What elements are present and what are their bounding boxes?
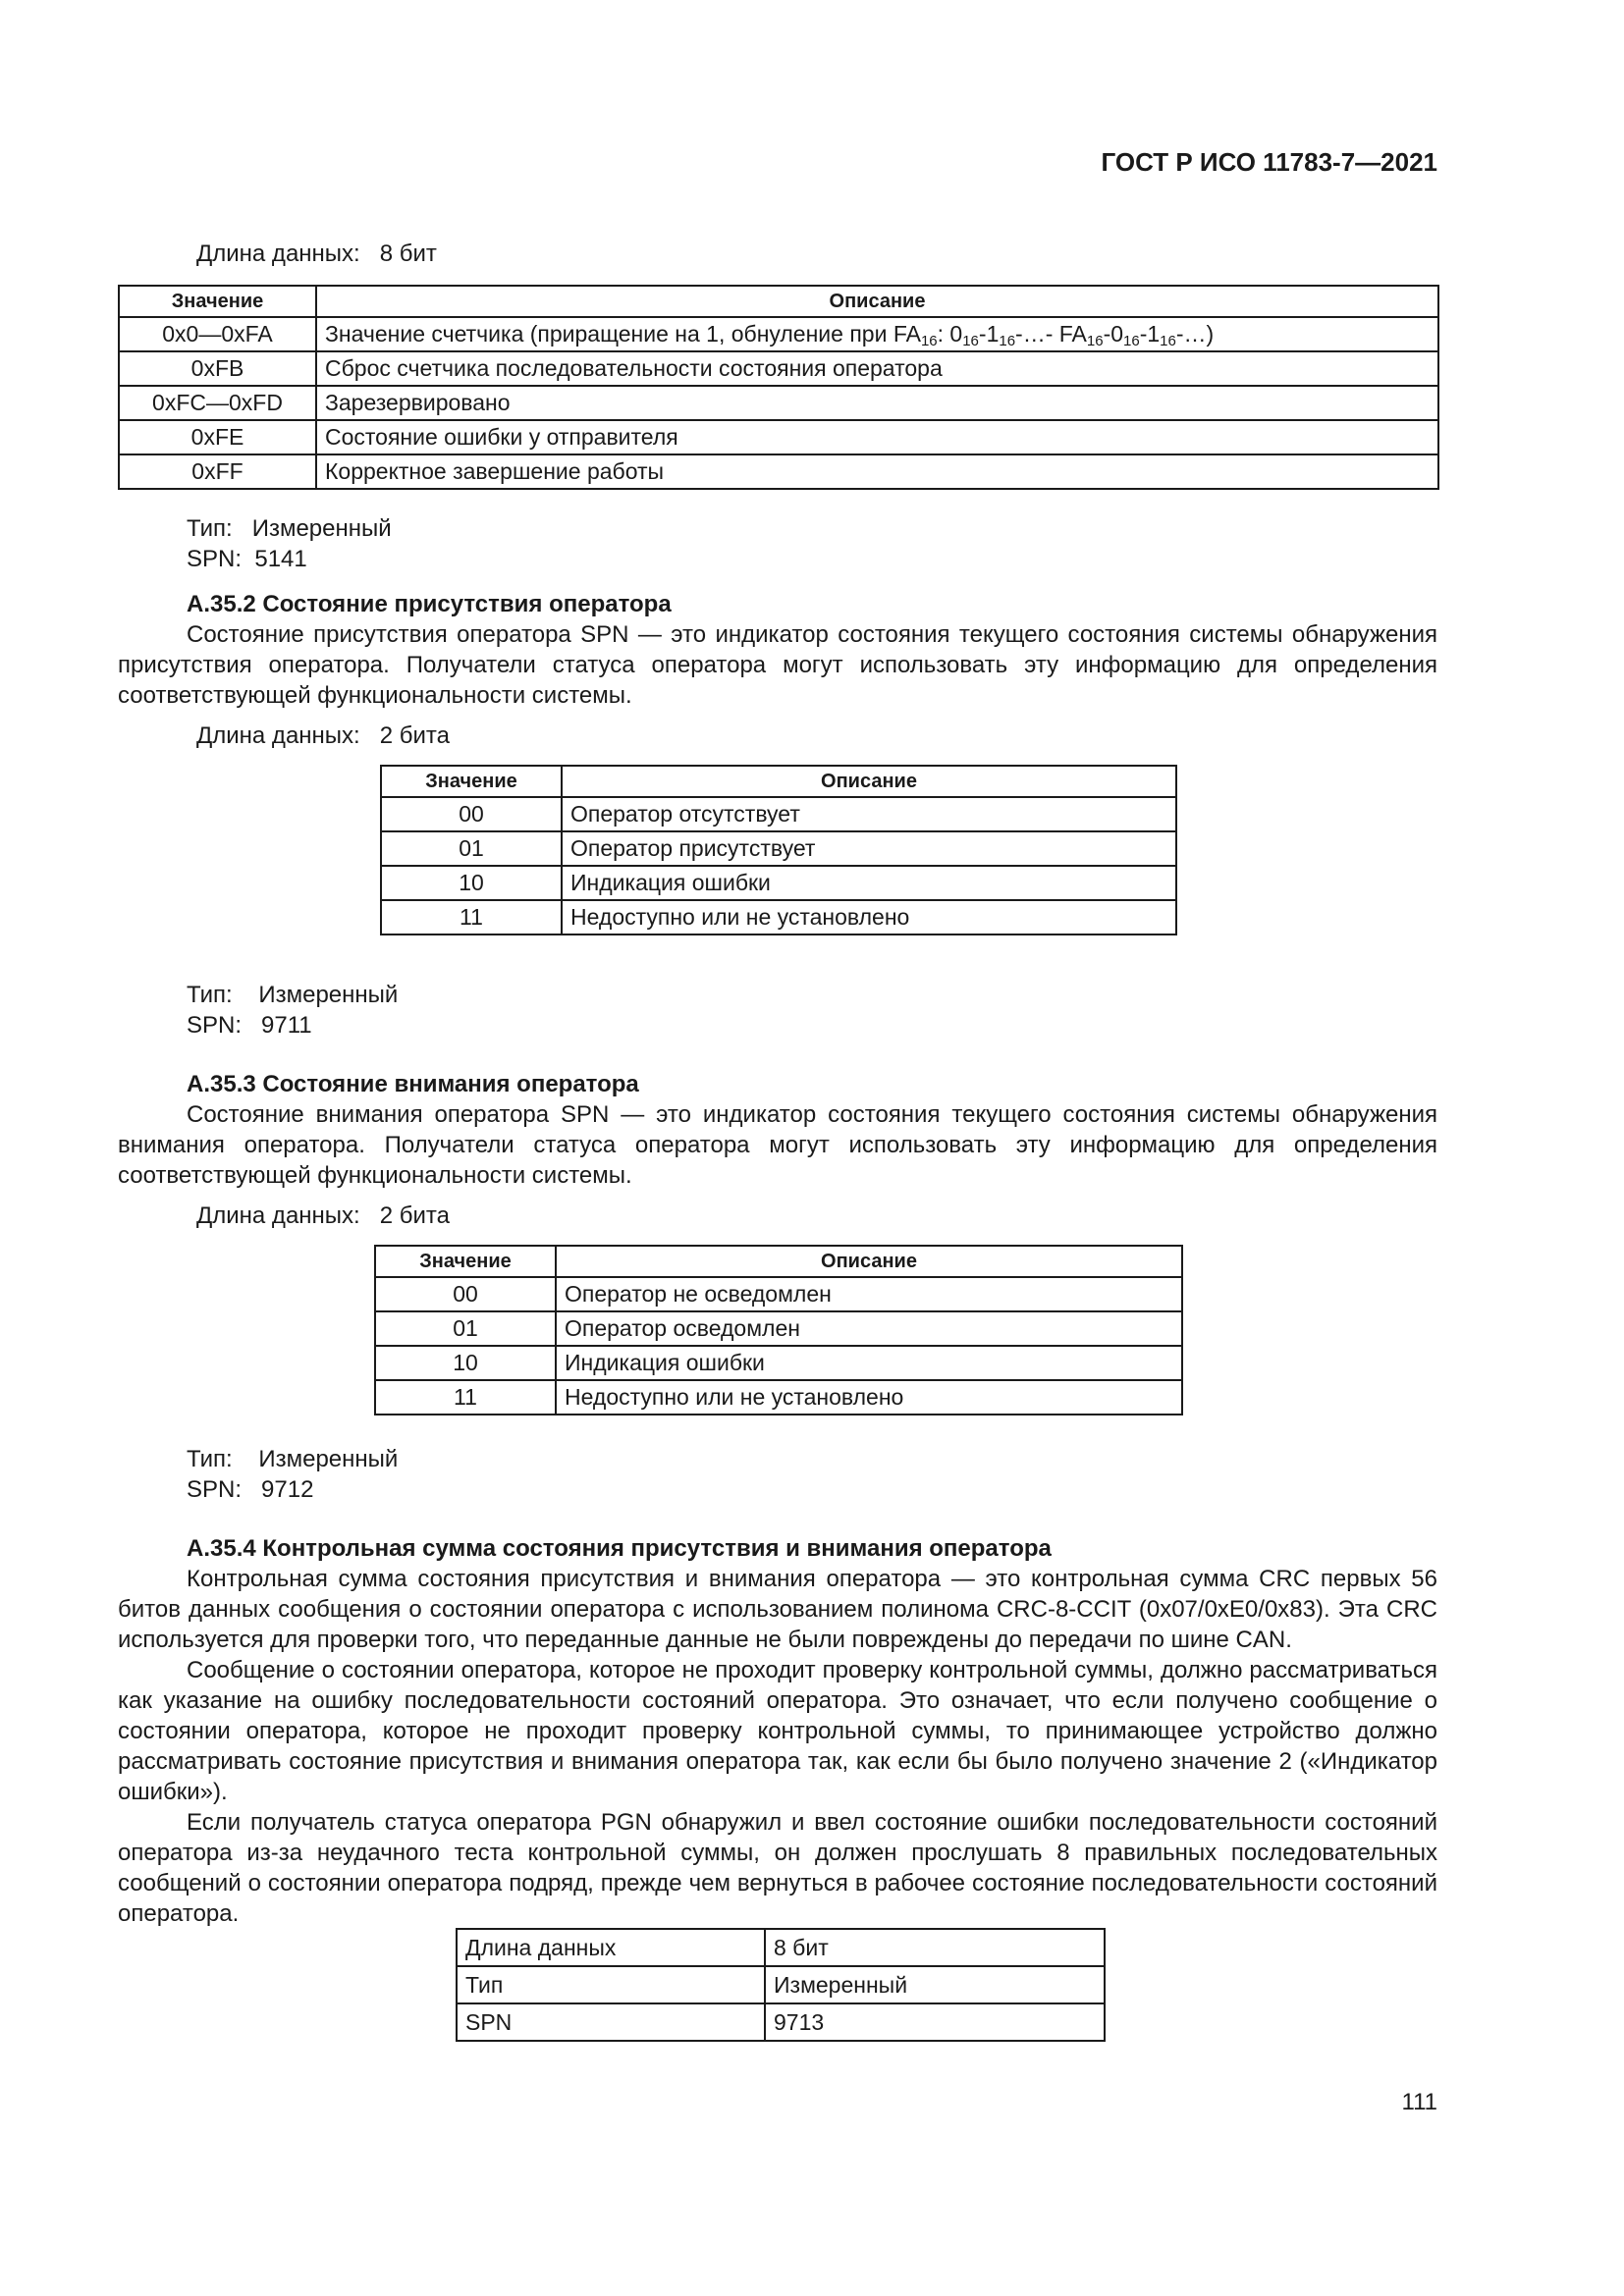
spn-label: SPN:: [187, 546, 243, 572]
type-label: Тип:: [187, 1446, 233, 1472]
table-row: [457, 2003, 1105, 2041]
table-row: [381, 866, 1176, 900]
operator-presence-table: [380, 765, 1177, 935]
table-row: [381, 831, 1176, 866]
description-cell: Корректное завершение работы: [316, 454, 1438, 489]
type-value: Измеренный: [258, 982, 399, 1008]
data-length-label: Длина данных:: [196, 240, 360, 267]
spn-line: [187, 1010, 312, 1041]
operator-attention-table: [374, 1245, 1183, 1415]
value-cell: 11: [375, 1380, 556, 1415]
spn-label: SPN:: [187, 1012, 243, 1039]
spn-label: SPN:: [187, 1476, 243, 1503]
data-length-line: [196, 239, 437, 269]
value-cell: 0xFC—0xFD: [119, 386, 316, 420]
table-row: [457, 1929, 1105, 1966]
page-number: 111: [1401, 2089, 1437, 2115]
description-cell: Зарезервировано: [316, 386, 1438, 420]
property-cell: Тип: [457, 1966, 765, 2003]
description-cell: Индикация ошибки: [556, 1346, 1182, 1380]
description-cell: Значение счетчика (приращение на 1, обнуление при $FA_{16}$: $0_{16}-1_{16}-\dots-$ $FA_{16}-0_{16}-1_{16}-\dots$): [316, 317, 1438, 351]
table-header-row: [375, 1246, 1182, 1277]
description-cell: Индикация ошибки: [562, 866, 1176, 900]
section-paragraph: Сообщение о состоянии оператора, которое не проходит проверку контрольной суммы, должно рассматриваться как указание на ошибку последовательности состояний оператора. Это означает, что если получено сообщение о состоянии оператора, которое не проходит проверку контрольной суммы, то принимающее устройство должно рассматривать состояние присутствия и внимания оператора так, как если бы было получено значение 2 («Индикатор ошибки»).: [118, 1657, 1437, 1805]
table-row: [381, 900, 1176, 934]
table-row: [119, 420, 1438, 454]
table-row: [119, 317, 1438, 351]
section-paragraph: Состояние внимания оператора SPN — это индикатор состояния текущего состояния системы обнаружения внимания оператора. Получатели статуса оператора могут использовать эту информацию для определения соответствующей функциональности системы.: [118, 1101, 1437, 1189]
table-header-row: [381, 766, 1176, 797]
type-value: Измеренный: [251, 515, 392, 542]
type-line: [187, 980, 398, 1010]
section-paragraph: Состояние присутствия оператора SPN — это индикатор состояния текущего состояния системы обнаружения присутствия оператора. Получатели статуса оператора могут использовать эту информацию для определения соответствующей функциональности системы.: [118, 621, 1437, 709]
type-value: Измеренный: [258, 1446, 399, 1472]
data-length-value: 2 бита: [379, 1202, 450, 1229]
type-label: Тип:: [187, 515, 233, 542]
column-header-value: Значение: [381, 766, 562, 797]
description-cell: Оператор присутствует: [562, 831, 1176, 866]
value-cell: 11: [381, 900, 562, 934]
data-length-line: [196, 1201, 450, 1231]
section-paragraph: Если получатель статуса оператора PGN обнаружил и ввел состояние ошибки последовательности состояний оператора из-за неудачного теста контрольной суммы, он должен прослушать 8 правильных последовательных сообщений о состоянии оператора подряд, прежде чем вернуться в рабочее состояние последовательности состояний оператора.: [118, 1809, 1437, 1927]
value-cell: 01: [375, 1311, 556, 1346]
property-cell: Длина данных: [457, 1929, 765, 1966]
column-header-description: Описание: [562, 766, 1176, 797]
value-cell: 00: [381, 797, 562, 831]
value-cell: 0xFB: [119, 351, 316, 386]
table-row: [457, 1966, 1105, 2003]
data-length-label: Длина данных:: [196, 722, 360, 749]
spn-line: [187, 1474, 313, 1505]
value-cell: 01: [381, 831, 562, 866]
table-row: [375, 1346, 1182, 1380]
section-heading-a-35-3: A.35.3 Состояние внимания оператора: [187, 1071, 639, 1097]
value-cell: 8 бит: [765, 1929, 1105, 1966]
counter-values-table: [118, 285, 1439, 490]
description-cell: Оператор не осведомлен: [556, 1277, 1182, 1311]
data-length-label: Длина данных:: [196, 1202, 360, 1229]
description-cell: Оператор осведомлен: [556, 1311, 1182, 1346]
value-cell: 0xFF: [119, 454, 316, 489]
table-row: [375, 1277, 1182, 1311]
spn-line: [187, 544, 307, 574]
data-length-value: 8 бит: [379, 240, 437, 267]
column-header-value: Значение: [375, 1246, 556, 1277]
value-cell: 0x0—0xFA: [119, 317, 316, 351]
table-row: [119, 386, 1438, 420]
type-line: [187, 513, 392, 544]
value-cell: 00: [375, 1277, 556, 1311]
spn-value: 9712: [261, 1476, 314, 1503]
value-cell: 10: [381, 866, 562, 900]
description-cell: Состояние ошибки у отправителя: [316, 420, 1438, 454]
data-length-value: 2 бита: [379, 722, 450, 749]
value-cell: 0xFE: [119, 420, 316, 454]
table-header-row: [119, 286, 1438, 317]
spn-value: 5141: [254, 546, 307, 572]
type-label: Тип:: [187, 982, 233, 1008]
table-row: [119, 351, 1438, 386]
value-cell: 9713: [765, 2003, 1105, 2041]
description-cell: Сброс счетчика последовательности состояния оператора: [316, 351, 1438, 386]
column-header-description: Описание: [316, 286, 1438, 317]
description-cell: Недоступно или не установлено: [556, 1380, 1182, 1415]
column-header-value: Значение: [119, 286, 316, 317]
section-heading-a-35-2: A.35.2 Состояние присутствия оператора: [187, 591, 672, 617]
type-line: [187, 1444, 398, 1474]
property-cell: SPN: [457, 2003, 765, 2041]
value-cell: Измеренный: [765, 1966, 1105, 2003]
column-header-description: Описание: [556, 1246, 1182, 1277]
description-cell: Оператор отсутствует: [562, 797, 1176, 831]
section-heading-a-35-4: A.35.4 Контрольная сумма состояния присутствия и внимания оператора: [187, 1535, 1052, 1562]
table-row: [381, 797, 1176, 831]
data-length-line: [196, 721, 450, 751]
document-code: ГОСТ Р ИСО 11783-7—2021: [1101, 147, 1437, 177]
description-cell: Недоступно или не установлено: [562, 900, 1176, 934]
table-row: [375, 1311, 1182, 1346]
section-paragraph: Контрольная сумма состояния присутствия и внимания оператора — это контрольная сумма CRC первых 56 битов данных сообщения о состоянии оператора с использованием полинома CRC-8-CCIT (0x07/0xE0/0x83). Эта CRC используется для проверки того, что переданные данные не были повреждены до передачи по шине CAN.: [118, 1566, 1437, 1653]
checksum-spec-table: [456, 1928, 1106, 2042]
value-cell: 10: [375, 1346, 556, 1380]
spn-value: 9711: [261, 1012, 312, 1039]
table-row: [375, 1380, 1182, 1415]
table-row: [119, 454, 1438, 489]
